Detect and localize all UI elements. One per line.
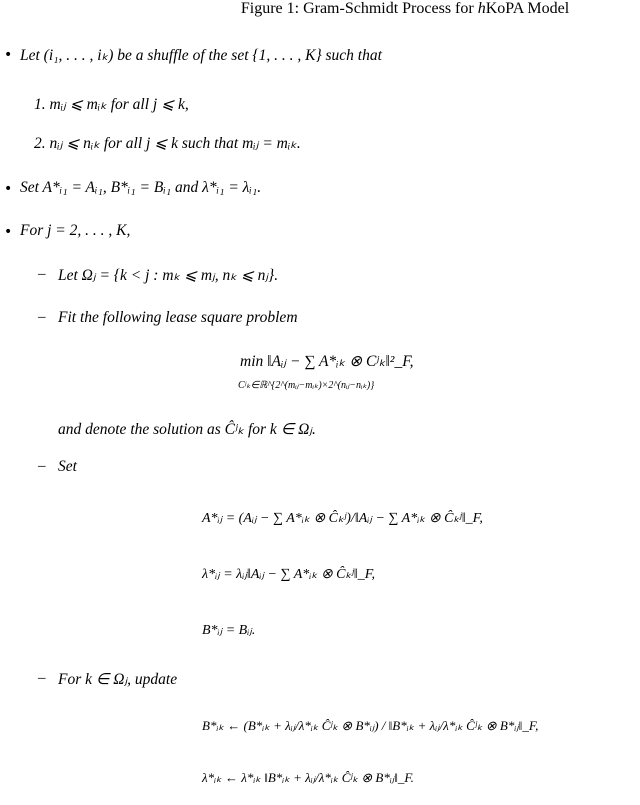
step-dash: – (38, 309, 46, 325)
step-set-text: Set (58, 458, 77, 475)
eq-set-B: B*ᵢⱼ = Bᵢⱼ. (202, 623, 256, 638)
step-dash: – (38, 458, 46, 474)
bullet-marker: • (4, 181, 13, 197)
figure-title-tail: KoPA Model (485, 0, 570, 17)
figure-title-model: h (477, 0, 486, 17)
figure-title-text: Figure 1: Gram-Schmidt Process for (240, 0, 478, 17)
figure-title (170, 0, 640, 18)
eq-update-B: B*ᵢₖ ← (B*ᵢₖ + λᵢⱼ/λ*ᵢₖ Ĉʲₖ ⊗ B*ᵢⱼ) / ‖B*ᵢₖ + λᵢⱼ/λ*ᵢₖ Ĉʲₖ ⊗ B*ᵢⱼ‖_F, (202, 718, 539, 733)
lsq-equation: min ‖Aᵢⱼ − ∑ A*ᵢₖ ⊗ Cʲₖ‖²_F, (240, 353, 414, 370)
bullet-shuffle-text: Let (i₁, . . . , iₖ) be a shuffle of the set {1, . . . , K} such that (20, 47, 382, 64)
lsq-limit: Cʲₖ∈ℝ^{2^(mᵢⱼ−mᵢₖ)×2^(nᵢⱼ−nᵢₖ)} (238, 380, 375, 391)
bullet-marker: • (4, 224, 13, 240)
step-fit-text: Fit the following lease square problem (58, 309, 298, 326)
step-dash: – (38, 266, 46, 282)
step-update-text: For k ∈ Ωⱼ, update (58, 671, 178, 688)
condition-1: 1. mᵢⱼ ⩽ mᵢₖ for all j ⩽ k, (34, 96, 189, 113)
eq-set-A: A*ᵢⱼ = (Aᵢⱼ − ∑ A*ᵢₖ ⊗ Ĉₖʲ)/‖Aᵢⱼ − ∑ A*ᵢₖ ⊗ Ĉₖʲ‖_F, (202, 511, 483, 526)
eq-update-lambda: λ*ᵢₖ ← λ*ᵢₖ ‖B*ᵢₖ + λᵢⱼ/λ*ᵢₖ Ĉʲₖ ⊗ B*ᵢⱼ‖_F. (202, 770, 414, 785)
eq-set-lambda: λ*ᵢⱼ = λᵢⱼ‖Aᵢⱼ − ∑ A*ᵢₖ ⊗ Ĉₖʲ‖_F, (202, 567, 375, 582)
step-dash: – (38, 670, 46, 686)
bullet-marker: • (4, 47, 13, 63)
bullet-for-text: For j = 2, . . . , K, (20, 222, 131, 239)
step-denote-text: and denote the solution as Ĉʲₖ for k ∈ Ωⱼ. (58, 421, 316, 438)
bullet-set-text: Set A*ᵢ₁ = Aᵢ₁, B*ᵢ₁ = Bᵢ₁ and λ*ᵢ₁ = λᵢ₁. (20, 179, 262, 196)
condition-2: 2. nᵢⱼ ⩽ nᵢₖ for all j ⩽ k such that mᵢⱼ = mᵢₖ. (34, 135, 301, 152)
step-omega-text: Let Ωⱼ = {k < j : mₖ ⩽ mⱼ, nₖ ⩽ nⱼ}. (58, 267, 279, 284)
